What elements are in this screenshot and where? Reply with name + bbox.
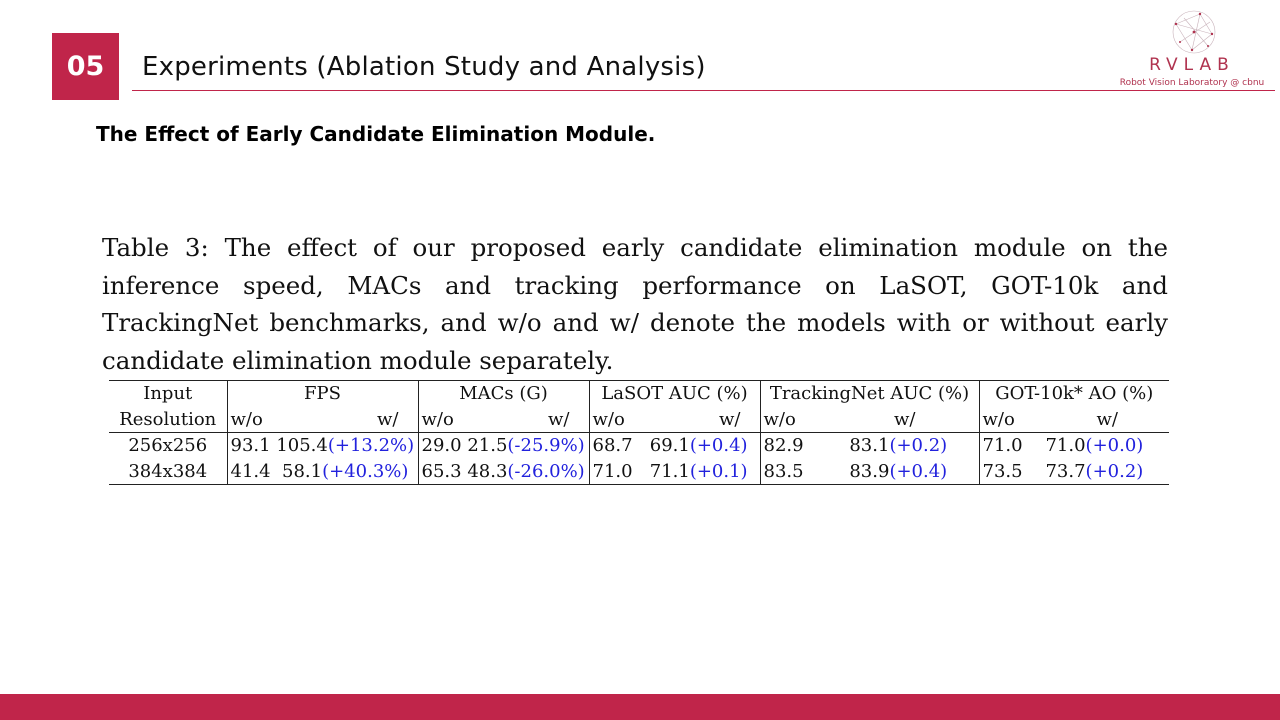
table-header-row [109, 381, 1169, 407]
w-value: 48.3 [467, 460, 508, 482]
gain-value: (-26.0%) [507, 460, 585, 482]
w-value: 83.1 [849, 435, 890, 457]
wo-value: 68.7 [592, 435, 633, 457]
w-value: 58.1 [282, 460, 323, 482]
footer-bar [0, 694, 1280, 720]
w-label: w/ [548, 408, 570, 430]
resolution-cell: 256x256 [128, 435, 208, 457]
w-label: w/ [894, 408, 916, 430]
gain-value: (+0.0) [1085, 435, 1144, 457]
w-value: 21.5 [467, 435, 508, 457]
subheader-cell [979, 407, 1169, 433]
table-subheader-row [109, 407, 1169, 433]
gain-value: (+0.1) [689, 460, 748, 482]
w-value: 69.1 [649, 435, 690, 457]
section-subtitle: The Effect of Early Candidate Elimination Module. [96, 122, 656, 146]
data-cell [418, 433, 589, 459]
data-cell [760, 433, 979, 459]
table-caption: Table 3: The effect of our proposed early candidate elimination module on the inference speed, MACs and tracking performance on LaSOT, GOT-10k and TrackingNet benchmarks, and w/o and w/ denote the models with or without early candidate elimination module separately. [102, 233, 1168, 375]
data-cell [760, 459, 979, 485]
wo-label: w/o [982, 408, 1015, 430]
group-header-trackingnet: TrackingNet AUC (%) [760, 381, 979, 407]
gain-value: (+13.2%) [327, 435, 415, 457]
wo-value: 93.1 [230, 435, 271, 457]
data-cell [227, 433, 418, 459]
data-cell [227, 459, 418, 485]
wo-value: 71.0 [592, 460, 633, 482]
logo-name: RVLAB [1149, 55, 1235, 75]
w-value: 105.4 [276, 435, 328, 457]
wo-value: 82.9 [763, 435, 804, 457]
table-row [109, 433, 1169, 459]
group-header-fps: FPS [227, 381, 418, 407]
resolution-cell: 384x384 [109, 459, 227, 485]
wo-label: w/o [763, 408, 796, 430]
wo-label: w/o [421, 408, 454, 430]
slide-title: Experiments (Ablation Study and Analysis) [142, 52, 706, 82]
w-label: w/ [719, 408, 741, 430]
w-value: 73.7 [1045, 460, 1086, 482]
wo-value: 73.5 [982, 460, 1023, 482]
results-table-container [109, 380, 1169, 486]
data-cell [418, 459, 589, 485]
gain-value: (+40.3%) [322, 460, 409, 482]
section-number-badge: 05 [52, 33, 119, 100]
data-cell [589, 459, 760, 485]
rvlab-logo [1112, 8, 1272, 92]
subheader-cell [589, 407, 760, 433]
gain-value: (+0.4) [689, 435, 748, 457]
wo-value: 83.5 [763, 460, 804, 482]
gain-value: (+0.2) [889, 435, 948, 457]
resolution-header: Resolution [109, 407, 227, 433]
subheader-cell [418, 407, 589, 433]
logo-subtitle: Robot Vision Laboratory @ cbnu [1119, 78, 1265, 88]
wo-value: 41.4 [230, 460, 271, 482]
results-table [109, 380, 1169, 485]
w-value: 71.0 [1045, 435, 1086, 457]
data-cell [589, 433, 760, 459]
wo-label: w/o [592, 408, 625, 430]
group-header-got10k: GOT-10k* AO (%) [979, 381, 1169, 407]
w-label: w/ [377, 408, 399, 430]
w-value: 71.1 [649, 460, 690, 482]
wo-label: w/o [230, 408, 263, 430]
subheader-cell [760, 407, 979, 433]
wo-value: 29.0 [421, 435, 462, 457]
header-divider [132, 90, 1275, 91]
group-header-lasot: LaSOT AUC (%) [589, 381, 760, 407]
gain-value: (+0.2) [1085, 460, 1144, 482]
data-cell [979, 459, 1169, 485]
subheader-cell [227, 407, 418, 433]
gain-value: (-25.9%) [507, 435, 585, 457]
w-label: w/ [1096, 408, 1118, 430]
wo-value: 65.3 [421, 460, 462, 482]
w-value: 83.9 [849, 460, 890, 482]
input-header: Input [109, 381, 227, 407]
table-row [109, 459, 1169, 485]
wo-value: 71.0 [982, 435, 1023, 457]
group-header-macs: MACs (G) [418, 381, 589, 407]
data-cell [979, 433, 1169, 459]
gain-value: (+0.4) [889, 460, 948, 482]
network-icon [1170, 8, 1218, 56]
